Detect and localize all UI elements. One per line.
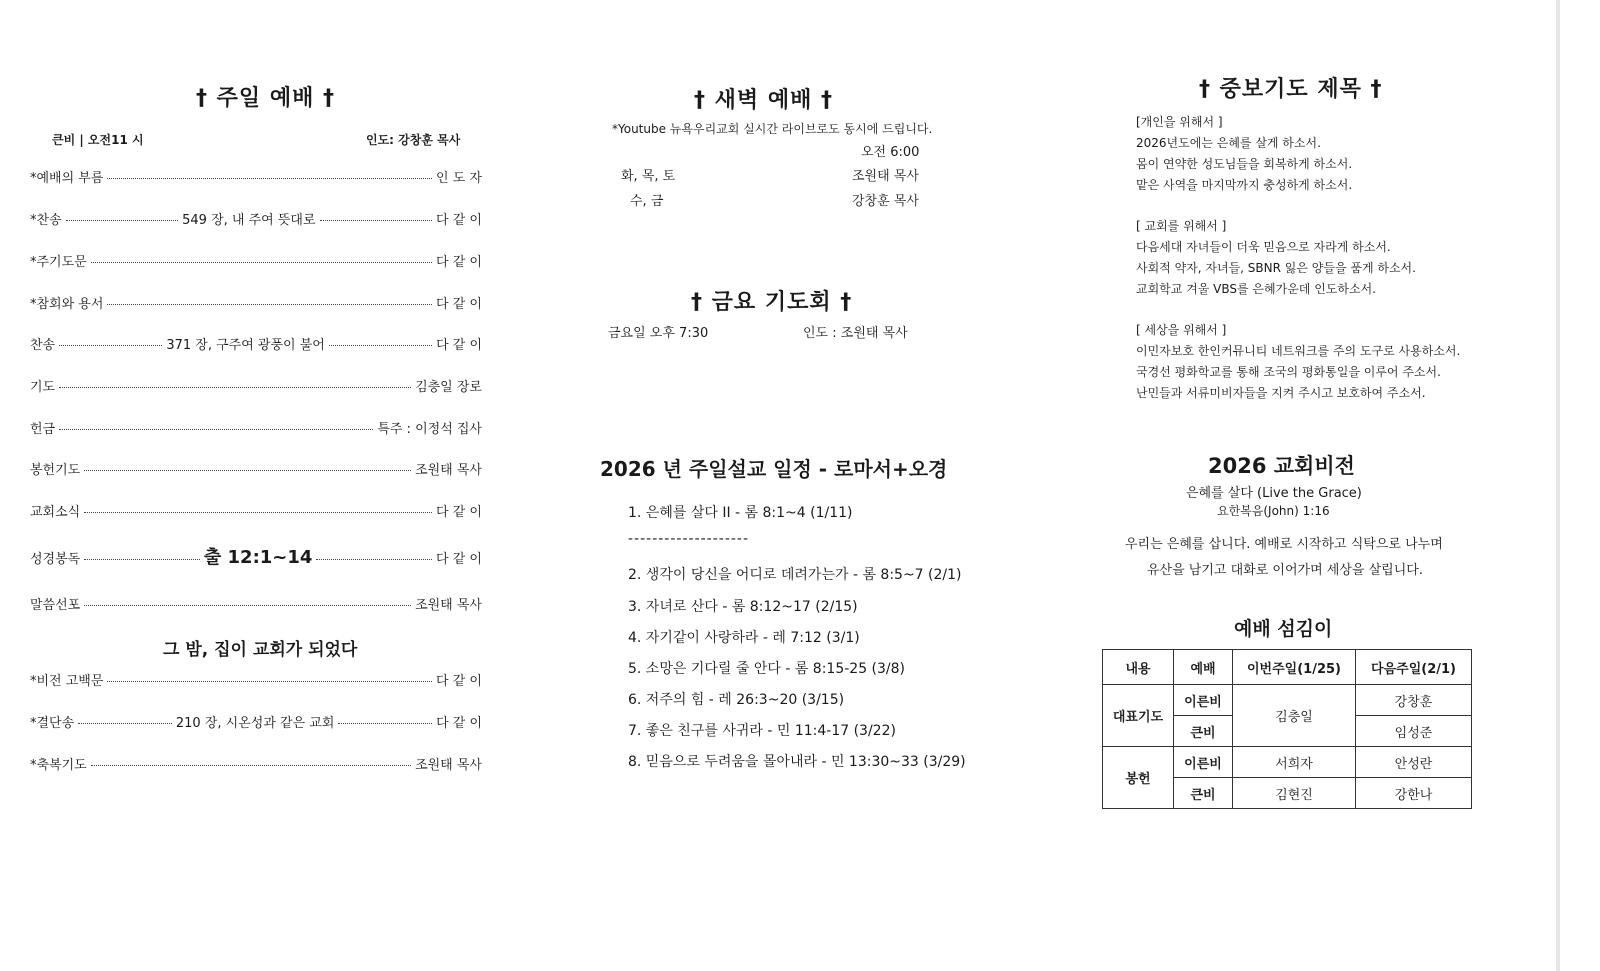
order-item: 교회소식 다 같 이	[30, 505, 482, 520]
sermon-item: 4. 자기같이 사랑하라 - 레 7:12 (3/1)	[628, 630, 860, 646]
dawn-note: *Youtube 뉴욕우리교회 실시간 라이브로도 동시에 드립니다.	[612, 122, 933, 136]
this-week-cell: 서희자	[1233, 747, 1356, 778]
order-item: 찬송 371 장, 구주여 광풍이 불어 다 같 이	[30, 338, 483, 353]
next-week-cell: 임성준	[1356, 716, 1472, 747]
prayer-line: 몸이 연약한 성도님들을 회복하게 하소서.	[1136, 157, 1353, 171]
next-week-cell: 강한나	[1356, 778, 1472, 809]
service-time: 큰비 | 오전11 시	[52, 133, 144, 147]
dawn-days: 화, 목, 토	[621, 169, 676, 184]
sermon-item: 8. 믿음으로 두려움을 몰아내라 - 민 13:30~33 (3/29)	[628, 754, 966, 770]
col-header: 예배	[1174, 650, 1233, 685]
this-week-cell: 김현진	[1233, 778, 1356, 809]
prayer-heading: [개인을 위해서 ]	[1136, 115, 1223, 129]
duty-title: 예배 섬김이	[1234, 618, 1333, 640]
vision-subtitle: 은혜를 살다 (Live the Grace)	[1186, 486, 1362, 501]
sermon-item: 2. 생각이 당신을 어디로 데려가는가 - 롬 8:5~7 (2/1)	[628, 567, 962, 583]
service-cell: 이른비	[1174, 747, 1233, 778]
order-item: *결단송 210 장, 시온성과 같은 교회 다 같 이	[30, 716, 483, 731]
order-item: *비전 고백문 다 같 이	[30, 674, 482, 689]
service-cell: 이른비	[1174, 685, 1233, 716]
order-item: 봉헌기도 조원태 목사	[30, 463, 482, 478]
sunday-service-title: † 주일 예배 †	[196, 86, 335, 111]
next-week-cell: 강창훈	[1356, 685, 1472, 716]
intercession-title: † 중보기도 제목 †	[1199, 77, 1383, 102]
page-edge	[1556, 0, 1560, 971]
prayer-line: 사회적 약자, 자녀들, SBNR 잃은 양들을 품게 하소서.	[1136, 261, 1416, 275]
table-row	[1103, 747, 1472, 778]
dawn-days: 수, 금	[630, 194, 664, 209]
sermon-schedule-title: 2026 년 주일설교 일정 - 로마서+오경	[600, 457, 948, 481]
table-header-row	[1103, 650, 1472, 685]
this-week-cell: 김충일	[1233, 685, 1356, 747]
sermon-item: 7. 좋은 친구를 사귀라 - 민 11:4-17 (3/22)	[628, 723, 896, 739]
order-item: 헌금 특주 : 이정석 집사	[30, 422, 482, 437]
order-item: *주기도문 다 같 이	[30, 255, 482, 270]
vision-verse: 요한복음(John) 1:16	[1217, 504, 1330, 518]
sermon-item: 3. 자녀로 산다 - 롬 8:12~17 (2/15)	[628, 599, 858, 615]
sermon-item: 5. 소망은 기다릴 줄 안다 - 롬 8:15-25 (3/8)	[628, 661, 906, 677]
vision-statement: 우리는 은혜를 삽니다. 예배로 시작하고 식탁으로 나누며	[1125, 537, 1443, 552]
sermon-item: 6. 저주의 힘 - 레 26:3~20 (3/15)	[628, 692, 845, 708]
col-header: 다음주일(2/1)	[1356, 650, 1472, 685]
prayer-line: 국경선 평화학교를 통해 조국의 평화통일을 이루어 주소서.	[1136, 365, 1441, 379]
order-item: *참회와 용서 다 같 이	[30, 297, 482, 312]
prayer-line: 다음세대 자녀들이 더욱 믿음으로 자라게 하소서.	[1136, 240, 1391, 254]
prayer-line: 맡은 사역을 마지막까지 충성하게 하소서.	[1136, 178, 1353, 192]
order-item: *예배의 부름 인 도 자	[30, 171, 482, 186]
service-cell: 큰비	[1174, 716, 1233, 747]
vision-statement: 유산을 남기고 대화로 이어가며 세상을 살립니다.	[1147, 563, 1423, 578]
friday-leader: 인도 : 조원태 목사	[803, 326, 908, 341]
order-item: 기도 김충일 장로	[30, 380, 482, 395]
prayer-line: 2026년도에는 은혜를 살게 하소서.	[1136, 136, 1321, 150]
sermon-item: 1. 은혜를 살다 II - 롬 8:1~4 (1/11)	[628, 505, 853, 521]
order-item: 말씀선포 조원태 목사	[30, 598, 482, 613]
col-header: 이번주일(1/25)	[1233, 650, 1356, 685]
order-item-scripture: 성경봉독 출 12:1~14 다 같 이	[30, 547, 482, 568]
sermon-divider: --------------------	[628, 531, 750, 547]
sermon-title: 그 밤, 집이 교회가 되었다	[163, 640, 358, 660]
prayer-heading: [ 교회를 위해서 ]	[1136, 219, 1227, 233]
prayer-line: 난민들과 서류미비자들을 지켜 주시고 보호하여 주소서.	[1136, 386, 1426, 400]
dawn-time: 오전 6:00	[861, 145, 920, 160]
row-category: 봉헌	[1103, 747, 1174, 809]
order-item: *찬송 549 장, 내 주여 뜻대로 다 같 이	[30, 213, 482, 228]
dawn-service-title: † 새벽 예배 †	[694, 88, 833, 113]
dawn-leader: 조원태 목사	[852, 169, 919, 184]
friday-time: 금요일 오후 7:30	[608, 326, 709, 341]
prayer-heading: [ 세상을 위해서 ]	[1136, 323, 1227, 337]
col-header: 내용	[1103, 650, 1174, 685]
service-leader: 인도: 강창훈 목사	[366, 133, 461, 147]
table-row	[1103, 685, 1472, 716]
row-category: 대표기도	[1103, 685, 1174, 747]
duty-table	[1102, 649, 1472, 809]
service-cell: 큰비	[1174, 778, 1233, 809]
prayer-line: 교회학교 겨울 VBS를 은혜가운데 인도하소서.	[1136, 282, 1376, 296]
vision-title: 2026 교회비전	[1208, 454, 1355, 478]
friday-prayer-title: † 금요 기도회 †	[691, 290, 853, 315]
next-week-cell: 안성란	[1356, 747, 1472, 778]
order-item: *축복기도 조원태 목사	[30, 758, 482, 773]
prayer-line: 이민자보호 한인커뮤니티 네트워크를 주의 도구로 사용하소서.	[1136, 344, 1461, 358]
dawn-leader: 강창훈 목사	[852, 194, 919, 209]
